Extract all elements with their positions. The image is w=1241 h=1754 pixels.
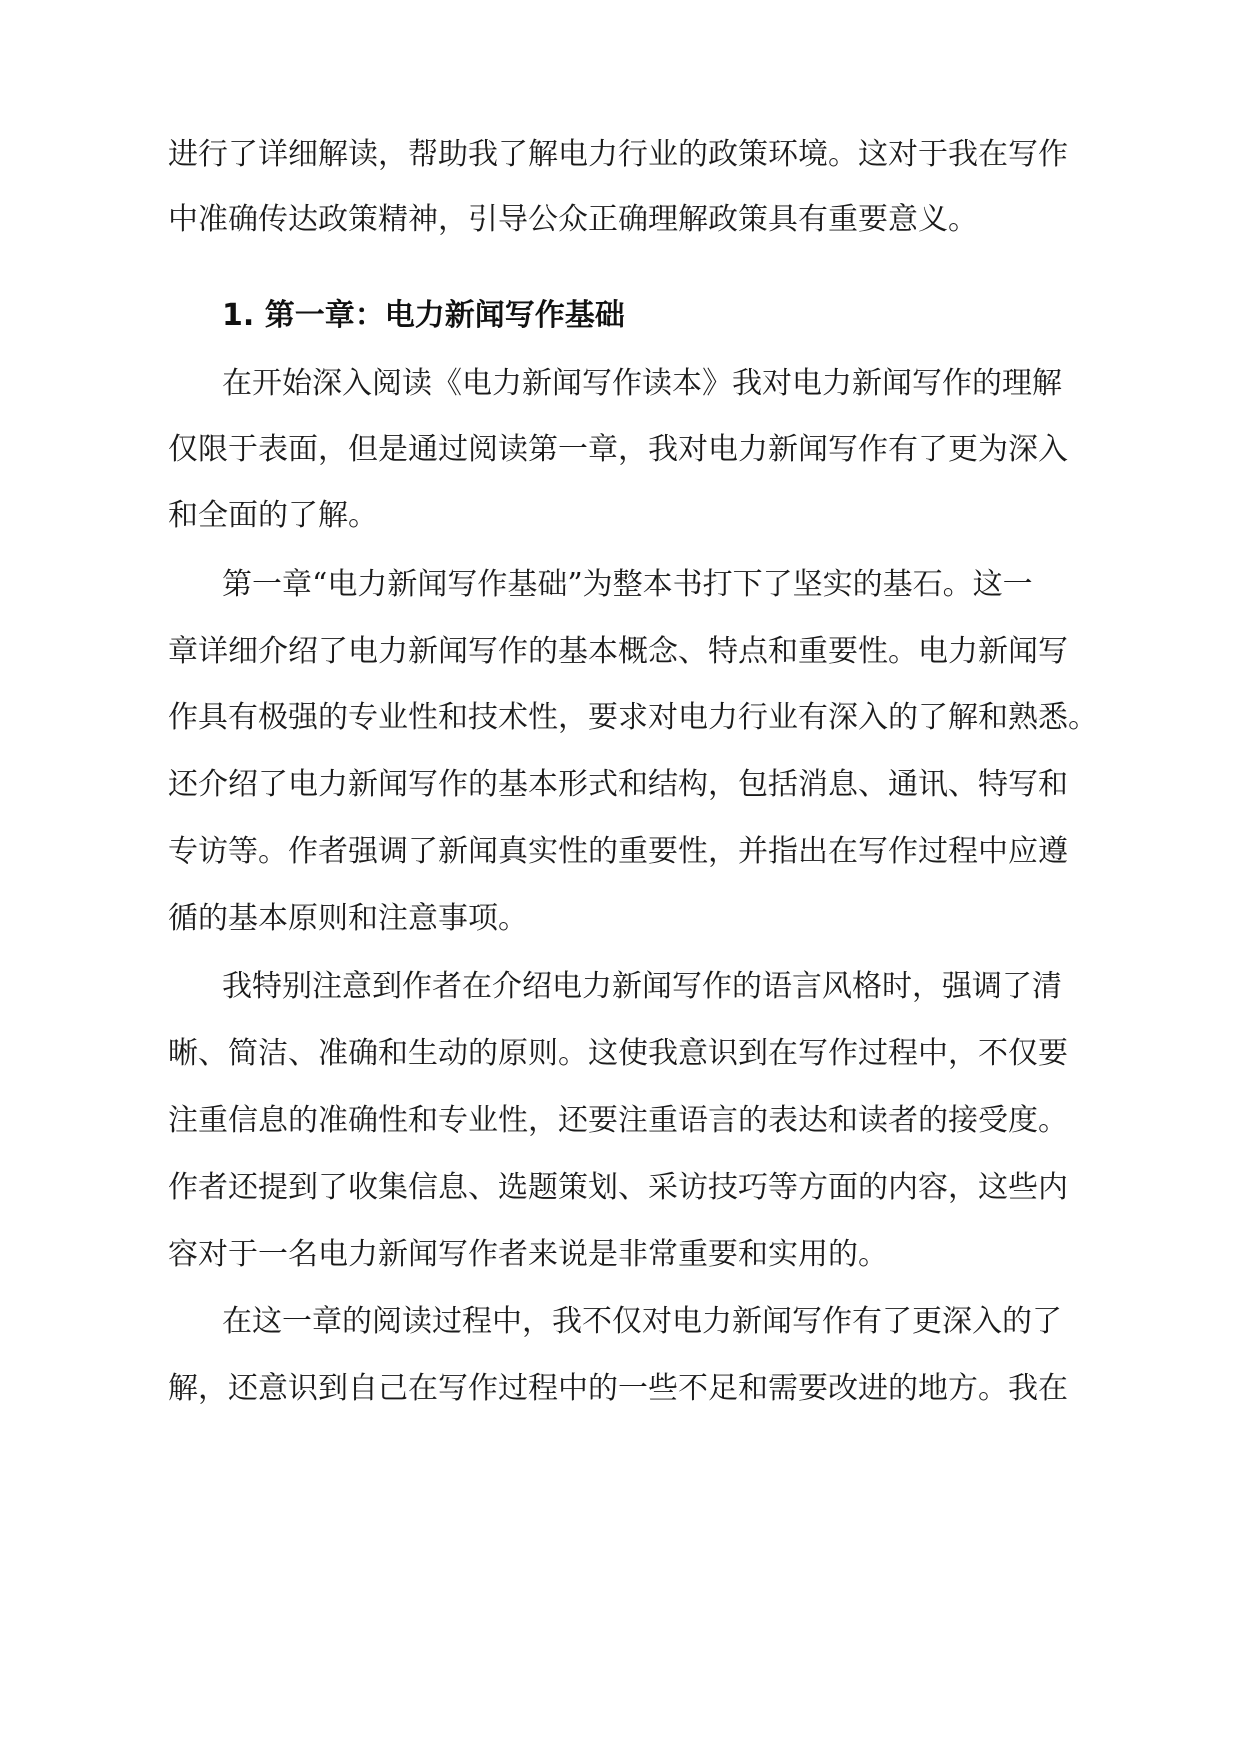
paragraph-line: 我特别注意到作者在介绍电力新闻写作的语言风格时，强调了清 (222, 969, 1062, 1004)
paragraph-line: 容对于一名电力新闻写作者来说是非常重要和实用的。 (168, 1237, 888, 1272)
paragraph-line: 在开始深入阅读《电力新闻写作读本》我对电力新闻写作的理解 (222, 366, 1062, 401)
section-heading: 1. 第一章：电力新闻写作基础 (222, 298, 625, 333)
paragraph-line: 章详细介绍了电力新闻写作的基本概念、特点和重要性。电力新闻写 (168, 634, 1068, 669)
paragraph-line: 还介绍了电力新闻写作的基本形式和结构，包括消息、通讯、特写和 (168, 767, 1068, 802)
paragraph-line: 作者还提到了收集信息、选题策划、采访技巧等方面的内容，这些内 (168, 1170, 1068, 1205)
paragraph-line: 解，还意识到自己在写作过程中的一些不足和需要改进的地方。我在 (168, 1371, 1068, 1406)
paragraph-line: 晰、简洁、准确和生动的原则。这使我意识到在写作过程中，不仅要 (168, 1036, 1068, 1071)
paragraph-line: 作具有极强的专业性和技术性，要求对电力行业有深入的了解和熟悉。 (168, 700, 1098, 735)
paragraph-line: 第一章“电力新闻写作基础”为整本书打下了坚实的基石。这一 (222, 567, 1033, 602)
paragraph-line: 专访等。作者强调了新闻真实性的重要性，并指出在写作过程中应遵 (168, 834, 1068, 869)
paragraph-line: 循的基本原则和注意事项。 (168, 901, 528, 936)
paragraph-line: 和全面的了解。 (168, 498, 378, 533)
paragraph-line: 注重信息的准确性和专业性，还要注重语言的表达和读者的接受度。 (168, 1103, 1068, 1138)
paragraph-line: 中准确传达政策精神，引导公众正确理解政策具有重要意义。 (168, 202, 978, 237)
paragraph-line: 进行了详细解读，帮助我了解电力行业的政策环境。这对于我在写作 (168, 137, 1068, 172)
paragraph-line: 在这一章的阅读过程中，我不仅对电力新闻写作有了更深入的了 (222, 1304, 1062, 1339)
paragraph-line: 仅限于表面，但是通过阅读第一章，我对电力新闻写作有了更为深入 (168, 432, 1068, 467)
